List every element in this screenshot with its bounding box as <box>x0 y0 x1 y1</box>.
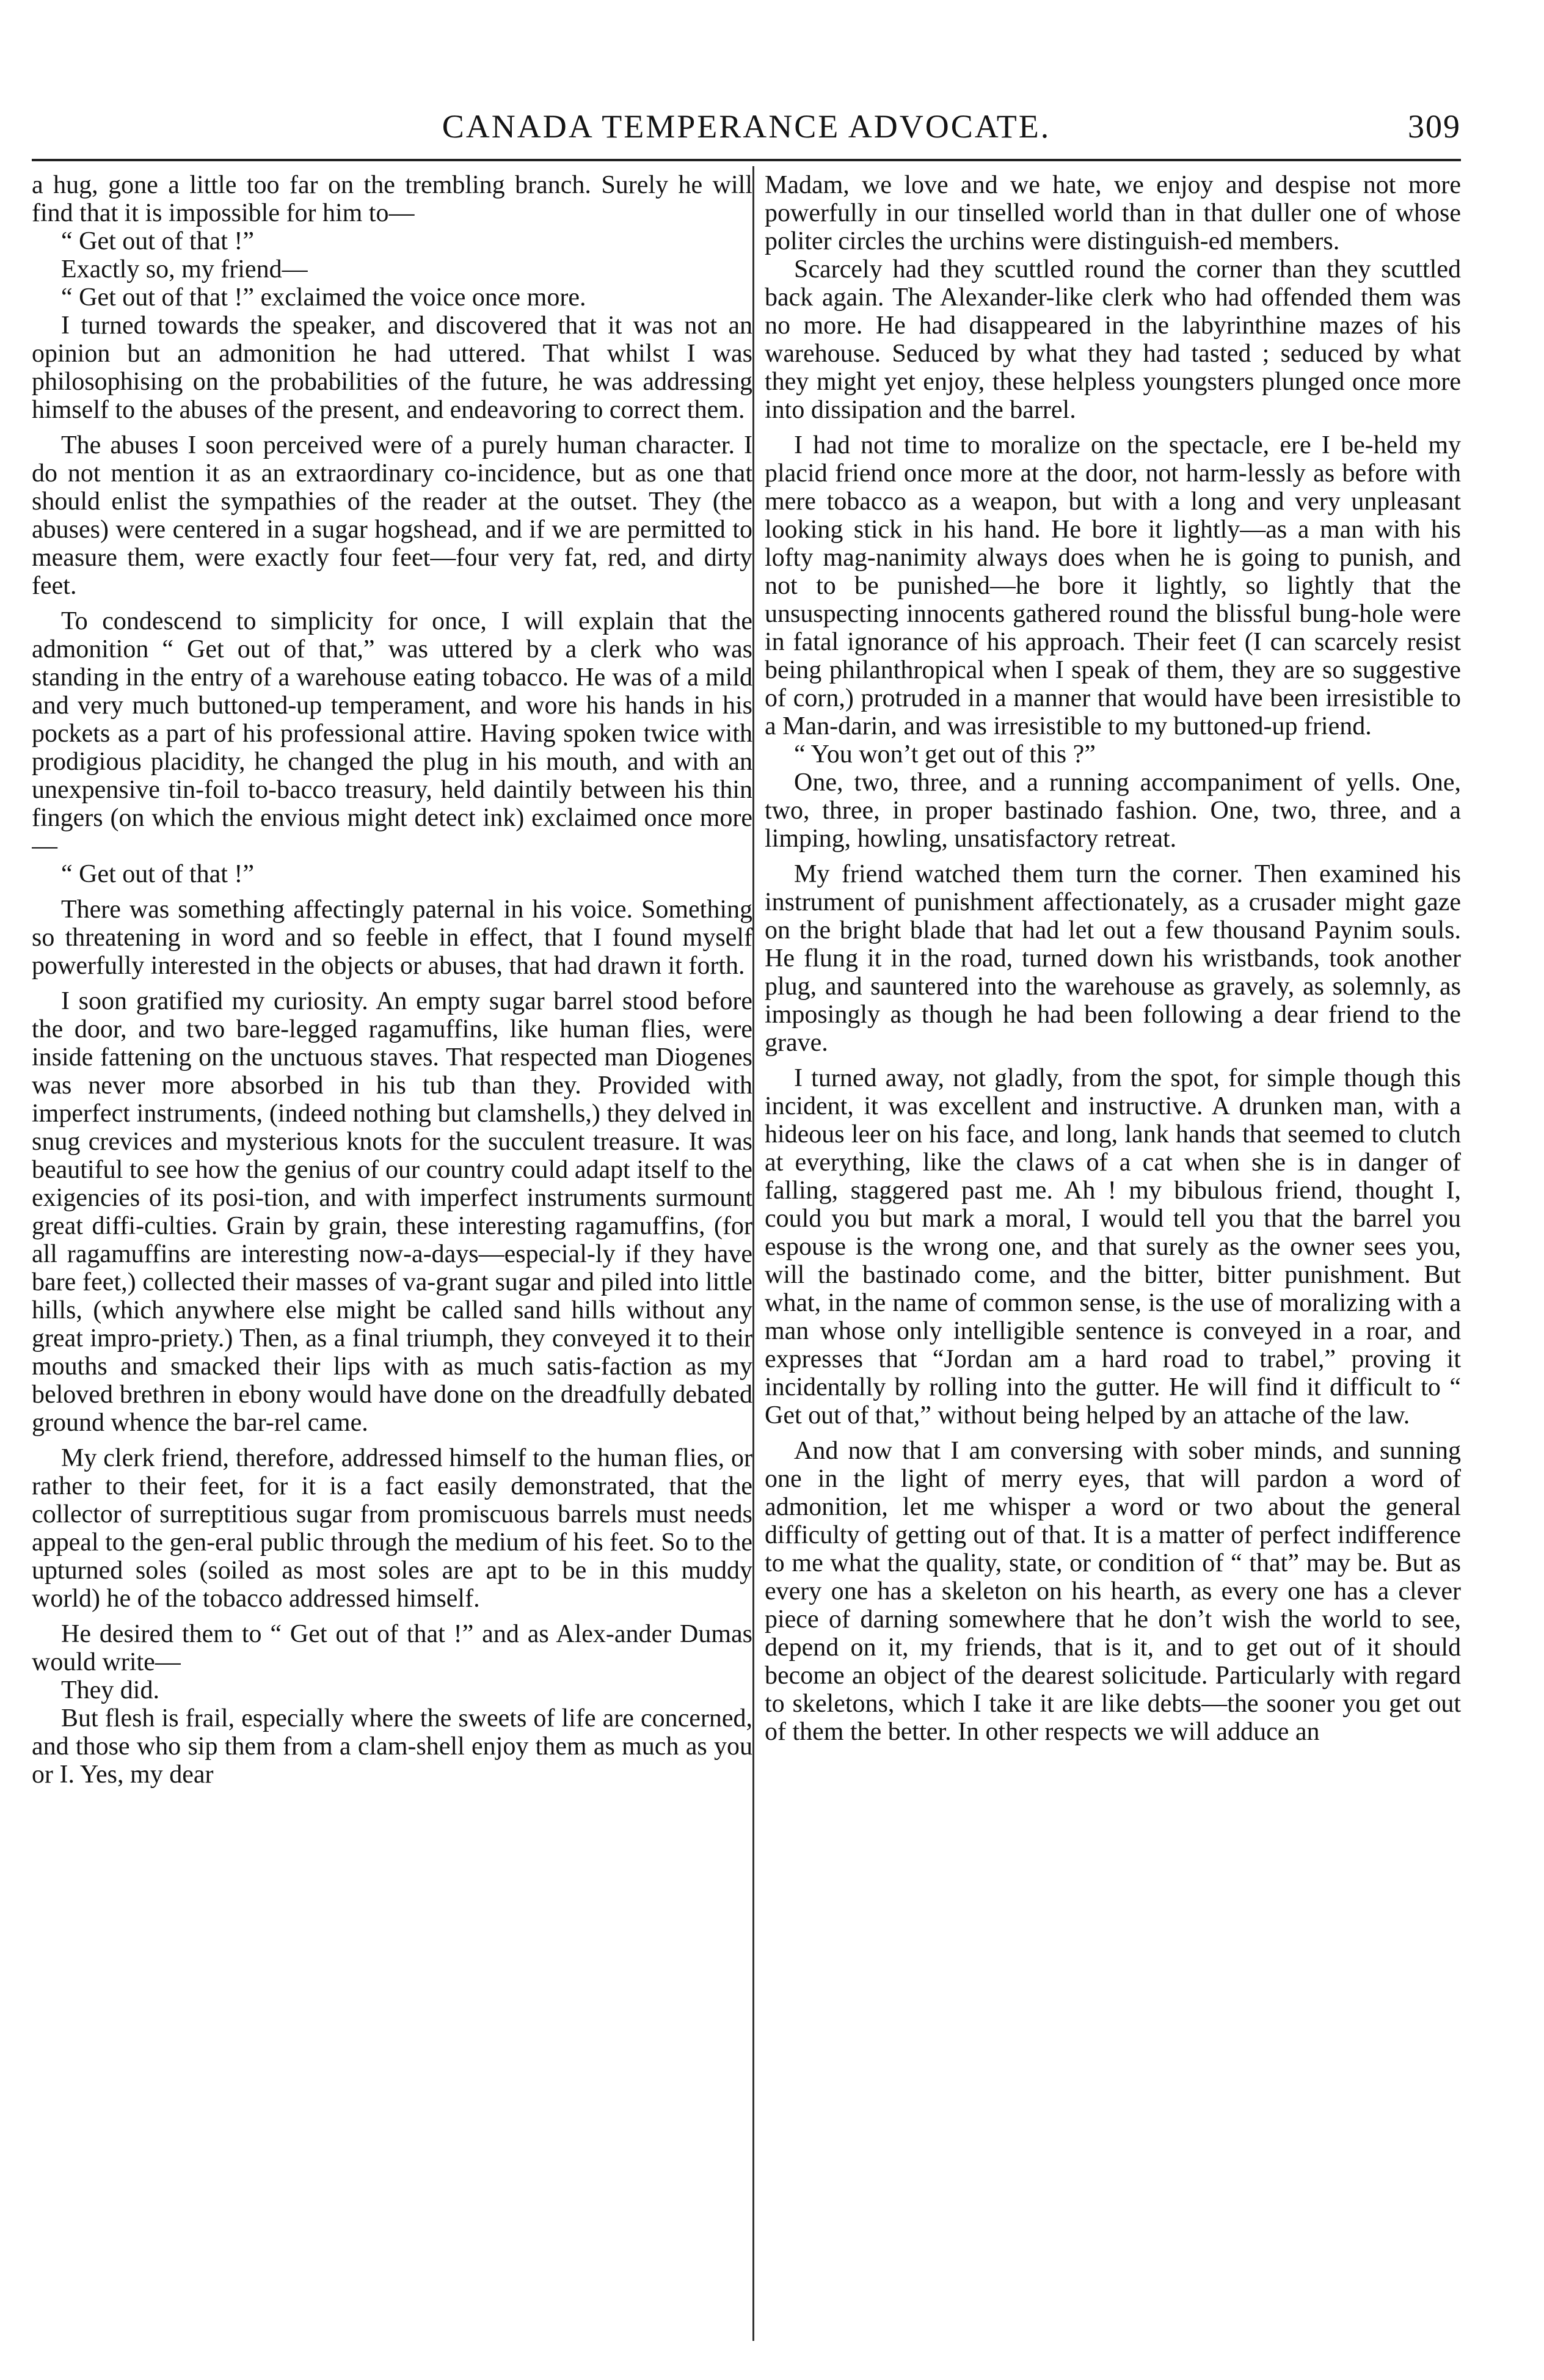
paragraph: My friend watched them turn the corner. Then examined his instrument of punishment affectionately, as a crusader might gaze on the bright blade that had let out a few thousand Paynim souls. He flung it in the road, turned down his wristbands, took another plug, and sauntered into the warehouse as gravely, as solemnly, as imposingly as though he had been following a dear friend to the grave. <box>765 860 1461 1057</box>
paragraph: I turned away, not gladly, from the spot, for simple though this incident, it was excellent and instructive. A drunken man, with a hideous leer on his face, and long, lank hands that seemed to clutch at everything, like the claws of a cat when she is in danger of falling, staggered past me. Ah ! my bibulous friend, thought I, could you but mark a moral, I would tell you that the barrel you espouse is the wrong one, and that surely as the owner sees you, will the bastinado come, and the bitter, bitter punishment. But what, in the name of common sense, is the use of moralizing with a man whose only intelligible sentence is conveyed in a roar, and expresses that “Jordan am a hard road to trabel,” proving it incidentally by rolling into the gutter. He will find it difficult to “ Get out of that,” without being helped by an attache of the law. <box>765 1064 1461 1429</box>
paragraph: “ Get out of that !” exclaimed the voice once more. <box>61 283 586 312</box>
paragraph: “ Get out of that !” <box>61 860 255 888</box>
paragraph: Scarcely had they scuttled round the corner than they scuttled back again. The Alexander-like clerk who had offended them was no more. He had disappeared in the labyrinthine mazes of his warehouse. Seduced by what they had tasted ; seduced by what they might yet enjoy, these helpless youngsters plunged once more into dissipation and the barrel. <box>765 255 1461 424</box>
paragraph: The abuses I soon perceived were of a purely human character. I do not mention it as an extraordinary co-incidence, but as one that should enlist the sympathies of the reader at the outset. They (the abuses) were centered in a sugar hogshead, and if we are permitted to measure them, were exactly four feet—four very fat, red, and dirty feet. <box>32 431 752 600</box>
paragraph: I turned towards the speaker, and discovered that it was not an opinion but an admonition he had uttered. That whilst I was philosophising on the probabilities of the future, he was addressing himself to the abuses of the present, and endeavoring to correct them. <box>32 312 752 424</box>
paragraph: There was something affectingly paternal in his voice. Something so threatening in word and so feeble in effect, that I found myself powerfully interested in the objects or abuses, that had drawn it forth. <box>32 896 752 980</box>
paragraph: My clerk friend, therefore, addressed himself to the human flies, or rather to their feet, for it is a fact easily demonstrated, that the collector of surreptitious sugar from promiscuous barrels must needs appeal to the gen-eral public through the medium of his feet. So to the upturned soles (soiled as most soles are apt to be in this muddy world) he of the tobacco addressed himself. <box>32 1444 752 1613</box>
paragraph: Exactly so, my friend— <box>61 255 308 283</box>
page-number: 309 <box>1408 108 1461 145</box>
paragraph: I soon gratified my curiosity. An empty sugar barrel stood before the door, and two bare-legged ragamuffins, like human flies, were inside fattening on the unctuous staves. That respected man Diogenes was never more absorbed in his tub than they. Provided with imperfect instruments, (indeed nothing but clamshells,) they delved in snug crevices and mysterious knots for the succulent treasure. It was beautiful to see how the genius of our country could adapt itself to the exigencies of its posi-tion, and with imperfect instruments surmount great diffi-culties. Grain by grain, these interesting ragamuffins, (for all ragamuffins are interesting now-a-days—especial-ly if they have bare feet,) collected their masses of va-grant sugar and piled into little hills, (which anywhere else might be called sand hills without any great impro-priety.) Then, as a final triumph, they conveyed it to their mouths and smacked their lips with as much satis-faction as my beloved brethren in ebony would have done on the dreadfully debated ground whence the bar-rel came. <box>32 987 752 1437</box>
left-column <box>32 171 752 2346</box>
paragraph: “ You won’t get out of this ?” <box>794 740 1096 768</box>
page-header <box>32 108 1461 156</box>
right-column <box>765 171 1461 2346</box>
paragraph: But flesh is frail, especially where the sweets of life are concerned, and those who sip them from a clam-shell enjoy them as much as you or I. Yes, my dear <box>32 1704 752 1789</box>
running-title: CANADA TEMPERANCE ADVOCATE. <box>442 108 1051 145</box>
paragraph: And now that I am conversing with sober minds, and sunning one in the light of merry eyes, that will pardon a word of admonition, let me whisper a word or two about the general difficulty of getting out of that. It is a matter of perfect indifference to me what the quality, state, or condition of “ that” may be. But as every one has a skeleton on his hearth, as every one has a clever piece of darning somewhere that he don’t wish the world to see, depend on it, my friends, that is it, and to get out of it should become an object of the dearest solicitude. Particularly with regard to skeletons, which I take it are like debts—the sooner you get out of them the better. In other respects we will adduce an <box>765 1437 1461 1746</box>
column-divider <box>752 166 754 2341</box>
paragraph: “ Get out of that !” <box>61 227 255 255</box>
paragraph: He desired them to “ Get out of that !” and as Alex-ander Dumas would write— <box>32 1620 752 1676</box>
header-rule <box>32 159 1461 161</box>
paragraph: They did. <box>61 1676 159 1704</box>
paragraph: a hug, gone a little too far on the trembling branch. Surely he will find that it is impossible for him to— <box>32 171 752 227</box>
paragraph: To condescend to simplicity for once, I will explain that the admonition “ Get out of that,” was uttered by a clerk who was standing in the entry of a warehouse eating tobacco. He was of a mild and very much buttoned-up temperament, and wore his hands in his pockets as a part of his professional attire. Having spoken twice with prodigious placidity, he changed the plug in his mouth, and with an unexpensive tin-foil to-bacco treasury, held daintily between his thin fingers (on which the envious might detect ink) exclaimed once more— <box>32 607 752 860</box>
paragraph: Madam, we love and we hate, we enjoy and despise not more powerfully in our tinselled world than in that duller one of whose politer circles the urchins were distinguish-ed members. <box>765 171 1461 255</box>
paragraph: I had not time to moralize on the spectacle, ere I be-held my placid friend once more at the door, not harm-lessly as before with mere tobacco as a weapon, but with a long and very unpleasant looking stick in his hand. He bore it lightly—as a man with his lofty mag-nanimity always does when he is going to punish, and not to be punished—he bore it lightly, so lightly that the unsuspecting innocents gathered round the blissful bung-hole were in fatal ignorance of his approach. Their feet (I can scarcely resist being philanthropical when I speak of them, they are so suggestive of corn,) protruded in a manner that would have been irresistible to a Man-darin, and was irresistible to my buttoned-up friend. <box>765 431 1461 740</box>
paragraph: One, two, three, and a running accompaniment of yells. One, two, three, in proper bastinado fashion. One, two, three, and a limping, howling, unsatisfactory retreat. <box>765 768 1461 853</box>
